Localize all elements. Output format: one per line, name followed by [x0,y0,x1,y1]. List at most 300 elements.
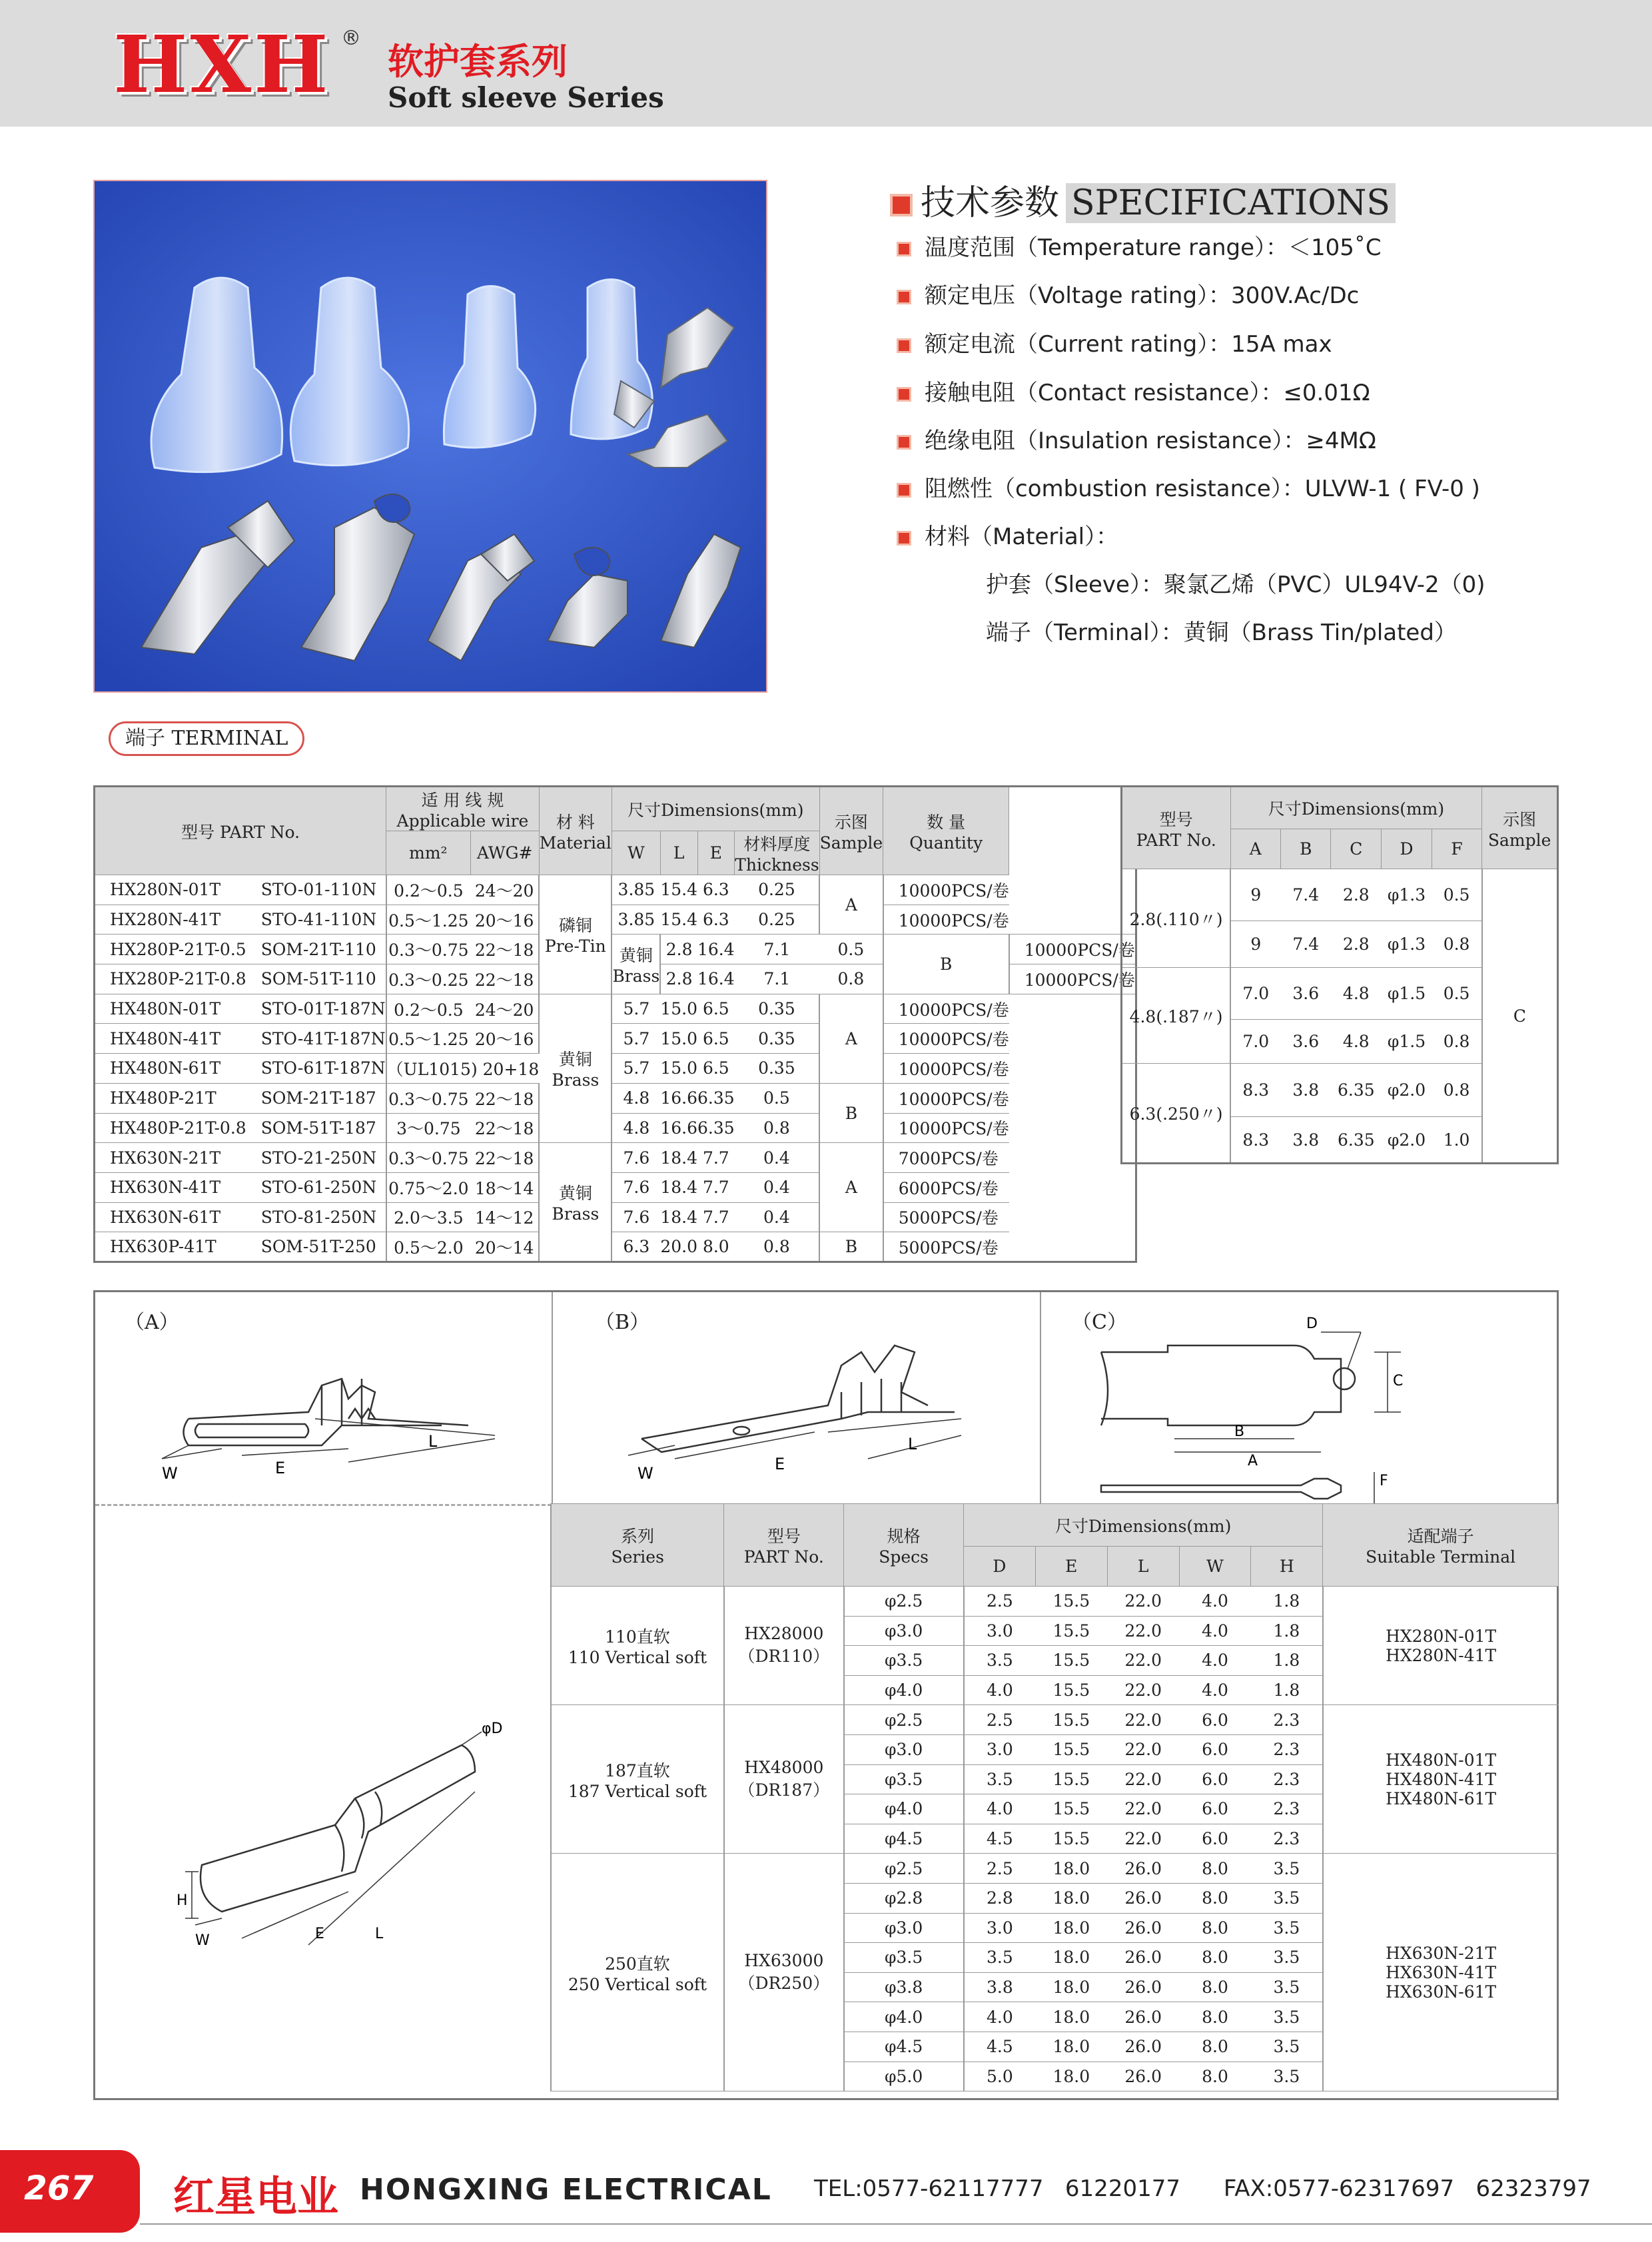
dim-l-cell: 15.0 [660,1054,697,1084]
sleeve-dim-cell: 4.0 [1179,1675,1251,1705]
tab-dim-cell: φ1.5 [1382,968,1432,1020]
dim-l-cell: 20.0 [660,1232,697,1262]
tab-dim-cell: 6.35 [1331,1117,1382,1164]
contact-info: TEL:0577-62117777 61220177 FAX:0577-62317697 62323797 [814,2175,1591,2202]
tab-dim-cell: 4.8 [1331,1020,1382,1064]
sleeve-dim-cell: 8.0 [1179,2032,1251,2061]
series-cell [551,1854,724,2091]
sleeve-part-cell [724,1587,844,1705]
quantity-cell: 5000PCS/卷 [883,1202,1009,1232]
sleeve-dim-cell: 1.8 [1251,1616,1323,1646]
wire-cell: （UL1015) 20+18 [386,1054,540,1084]
header-part-no: 型号 PART No. [95,787,386,875]
sleeve-dim-cell: 26.0 [1107,1943,1179,1973]
quantity-cell: 10000PCS/卷 [1009,934,1136,964]
spec-cell: φ3.0 [844,1913,964,1943]
table-row [95,1202,1136,1232]
series-title-cn: 软护套系列 [388,41,568,83]
dim-w-cell: 7.6 [612,1202,660,1232]
thickness-cell: 0.25 [735,905,819,934]
suitable-terminal-line: HX480N-41T [1386,1769,1497,1789]
sleeve-dim-cell: 3.5 [1251,2002,1323,2032]
header-thickness [735,831,819,875]
sleeve-header-series-cn: 系列 [621,1527,655,1546]
dim-w-cell: 2.8 [660,934,697,964]
sleeve-header-w: W [1179,1547,1251,1587]
series-line: 187 Vertical soft [568,1781,707,1801]
suitable-terminal-line: HX630N-61T [1386,1982,1497,2002]
tab-header-part-cn: 型号 [1159,809,1193,829]
divider [1040,1292,1041,1505]
sleeve-dim-cell: 18.0 [1035,1943,1107,1973]
table-row [95,1083,1136,1113]
tab-dim-cell: 2.8 [1331,869,1382,921]
sleeve-dim-cell: 4.5 [964,1824,1036,1854]
tab-header-sample-en: Sample [1487,830,1551,850]
part-no-cell: HX280N-01T [95,875,246,905]
dim-w-cell: 5.7 [612,1024,660,1054]
spec-cell: φ3.5 [844,1943,964,1973]
spec-cell: φ3.5 [844,1764,964,1794]
sleeve-dim-cell: 8.0 [1179,2002,1251,2032]
suitable-terminal-line: HX630N-21T [1386,1943,1497,1963]
sleeve-dim-cell: 26.0 [1107,2032,1179,2061]
tab-dim-cell: 9 [1230,869,1280,921]
material-line: 黄铜 [558,1050,592,1070]
quantity-cell: 5000PCS/卷 [883,1232,1009,1262]
material-cell [539,875,612,994]
part-no-cell: HX630N-21T [95,1143,246,1173]
tab-dim-cell: 9 [1230,921,1280,968]
diagram-c-drawing [1094,1306,1547,1505]
dim-h-label: H [177,1892,188,1909]
alt-part-cell: STO-01-110N [246,875,386,905]
sleeve-dim-cell: 2.8 [964,1883,1036,1913]
sleeve-dim-cell: 6.0 [1179,1824,1251,1854]
dim-e-cell: 6.3 [697,875,735,905]
tab-dim-cell: φ2.0 [1382,1064,1432,1117]
dim-a-label: A [1248,1453,1258,1469]
tab-dim-cell: 0.8 [1432,921,1481,968]
header-material [539,787,612,875]
dim-w-cell: 3.85 [612,875,660,905]
material-cell [539,1143,612,1262]
quantity-cell: 10000PCS/卷 [883,1024,1009,1054]
dim-l-cell: 16.6 [660,1083,697,1113]
spec-cell: φ4.5 [844,1824,964,1854]
sleeve-dim-cell: 4.0 [964,1675,1036,1705]
sleeve-dim-cell: 8.0 [1179,2061,1251,2091]
sleeve-dim-cell: 5.0 [964,2061,1036,2091]
sleeve-header-series-en: Series [611,1547,664,1567]
tab-header-f: F [1432,829,1481,869]
table-row [95,875,1136,905]
tab-header-sample-cn: 示图 [1503,809,1537,829]
sleeve-header-specs-cn: 规格 [887,1527,921,1546]
table-row [95,1232,1136,1262]
dim-e-cell: 6.5 [697,994,735,1024]
tab-dim-cell: 0.8 [1432,1064,1481,1117]
sleeve-dim-cell: 22.0 [1107,1824,1179,1854]
thickness-cell: 0.35 [735,994,819,1024]
sleeve-dim-cell: 3.5 [1251,2061,1323,2091]
bullet-icon [897,242,911,256]
dim-w-cell: 2.8 [660,964,697,994]
header-wire-en: Applicable wire [396,811,529,831]
spec-cell: φ4.0 [844,1794,964,1824]
sleeve-dim-cell: 15.5 [1035,1587,1107,1617]
sleeve-dim-cell: 18.0 [1035,1913,1107,1943]
suitable-terminal-line: HX280N-41T [1386,1645,1497,1665]
wire-mm-cell: 0.2～0.5 [386,994,470,1024]
dim-b-label: B [1234,1423,1245,1440]
wire-mm-cell: 0.75～2.0 [386,1172,470,1202]
wire-mm-cell: 0.5～2.0 [386,1232,470,1262]
spec-terminal-material: 端子（Terminal）：黄铜（Brass Tin/plated） [986,619,1457,646]
sleeve-dim-cell: 18.0 [1035,2032,1107,2061]
sleeve-part-line: HX63000 [744,1950,824,1970]
sleeve-dim-cell: 2.5 [964,1854,1036,1884]
sleeve-dim-cell: 15.5 [1035,1824,1107,1854]
part-no-cell: HX480N-41T [95,1024,246,1054]
dim-e-cell: 7.1 [735,934,819,964]
sleeve-dim-cell: 3.5 [1251,1972,1323,2002]
tab-dim-cell: 7.0 [1230,1020,1280,1064]
spec-cell: φ2.8 [844,1883,964,1913]
sleeve-dim-cell: 3.8 [964,1972,1036,2002]
sleeve-part-line: HX28000 [744,1624,824,1644]
terminal-table-body [95,875,1136,1262]
dim-w-label: W [162,1464,178,1483]
sleeve-dim-cell: 3.5 [1251,1883,1323,1913]
tab-header-c: C [1331,829,1382,869]
suitable-terminal-cell [1323,1705,1559,1854]
dim-w-cell: 7.6 [612,1172,660,1202]
spec-text: 接触电阻（Contact resistance）：≤0.01Ω [925,380,1370,406]
terminal-table [93,785,1137,1263]
thickness-cell: 0.35 [735,1024,819,1054]
tab-part-cell: 6.3(.250〃) [1122,1064,1231,1164]
tab-dim-cell: 3.8 [1281,1064,1331,1117]
suitable-terminal-line: HX630N-41T [1386,1962,1497,1982]
dim-phi-d-label: φD [482,1720,503,1737]
bullet-icon [897,290,911,304]
suitable-terminal-cell [1323,1854,1559,2091]
wire-awg-cell: 20～14 [470,1232,539,1262]
spec-cell: φ2.5 [844,1705,964,1735]
sleeve-dim-cell: 3.5 [1251,2032,1323,2061]
sleeve-dim-cell: 26.0 [1107,1913,1179,1943]
tab-table-body [1122,869,1558,1164]
specifications-title-en: SPECIFICATIONS [1066,183,1396,223]
wire-mm-cell: 0.3～0.25 [386,964,470,994]
sleeve-dim-cell: 1.8 [1251,1587,1323,1617]
sleeve-dim-cell: 1.8 [1251,1646,1323,1676]
terminal-section-label: 端子 TERMINAL [109,721,304,756]
dim-l-cell: 15.4 [660,905,697,934]
material-line: Brass [552,1204,600,1224]
header-awg: AWG# [470,831,539,875]
sleeve-dim-cell: 22.0 [1107,1794,1179,1824]
spec-temperature [897,229,1382,262]
series-line: 187直软 [605,1760,670,1780]
sleeve-dim-cell: 4.5 [964,2032,1036,2061]
spec-cell: φ3.5 [844,1646,964,1676]
thickness-cell: 0.5 [735,1083,819,1113]
tab-dim-cell: 6.35 [1331,1064,1382,1117]
dim-w-cell: 3.85 [612,905,660,934]
sleeve-dim-cell: 3.5 [964,1646,1036,1676]
tab-part-cell: 2.8(.110〃) [1122,869,1231,968]
part-no-cell: HX480P-21T [95,1083,246,1113]
series-title-en: Soft sleeve Series [388,81,664,114]
sleeve-header-suitable-en: Suitable Terminal [1366,1547,1516,1567]
wire-awg-cell: 24～20 [470,875,539,905]
header-mm2: mm² [386,831,470,875]
spec-insulation-resistance [897,422,1376,455]
spec-voltage [897,277,1359,310]
sleeve-dim-cell: 15.5 [1035,1794,1107,1824]
sleeve-header-specs [844,1504,964,1587]
thickness-cell: 0.5 [819,934,883,964]
table-row [95,1143,1136,1173]
wire-mm-cell: 0.3～0.75 [386,1143,470,1173]
spec-cell: φ3.8 [844,1972,964,2002]
alt-part-cell: SOM-51T-110 [246,964,386,994]
sleeve-header-l: L [1107,1547,1179,1587]
wire-awg-cell: 22～18 [470,1113,539,1143]
dim-w-cell: 7.6 [612,1143,660,1173]
sleeve-dim-cell: 15.5 [1035,1734,1107,1764]
thickness-cell: 0.8 [819,964,883,994]
sample-cell: B [819,1232,883,1262]
thickness-cell: 0.8 [735,1113,819,1143]
header-wire-cn: 适 用 线 规 [421,791,504,810]
sleeve-header-suitable [1323,1504,1559,1587]
dim-e-label: E [275,1459,286,1477]
alt-part-cell: STO-81-250N [246,1202,386,1232]
sleeve-dim-cell: 22.0 [1107,1764,1179,1794]
sleeve-part-cell [724,1705,844,1854]
table-row [1122,869,1558,921]
sleeve-dim-cell: 3.0 [964,1734,1036,1764]
dim-d-label: D [1306,1315,1318,1332]
sleeve-dim-cell: 1.8 [1251,1675,1323,1705]
alt-part-cell: STO-61-250N [246,1172,386,1202]
dim-e-cell: 7.1 [735,964,819,994]
diagram-c-label: （C） [1072,1311,1127,1334]
header-sample [819,787,883,875]
sleeve-dim-cell: 4.0 [1179,1587,1251,1617]
wire-mm-cell: 0.3～0.75 [386,1083,470,1113]
quantity-cell: 10000PCS/卷 [1009,964,1136,994]
sleeve-dim-cell: 3.5 [1251,1913,1323,1943]
sleeve-header-e: E [1035,1547,1107,1587]
dim-l-cell: 15.0 [660,994,697,1024]
material-cell [612,934,660,994]
table-row [551,1587,1559,1617]
sleeve-drawing [175,1718,548,1985]
tab-dim-cell: 1.0 [1432,1117,1481,1164]
sleeve-part-line: （DR187） [738,1780,830,1800]
tab-terminal-table [1120,785,1559,1164]
sample-cell: A [819,994,883,1083]
spec-cell: φ3.0 [844,1616,964,1646]
alt-part-cell: STO-21-250N [246,1143,386,1173]
table-row [95,994,1136,1024]
sleeve-dim-cell: 3.5 [964,1764,1036,1794]
spec-text: 温度范围（Temperature range）：＜105˚C [925,234,1382,261]
tab-dim-cell: 3.6 [1281,968,1331,1020]
tab-header-dimensions: 尺寸Dimensions(mm) [1230,787,1482,829]
header-dimensions: 尺寸Dimensions(mm) [612,787,819,831]
spec-cell: φ4.0 [844,2002,964,2032]
sleeve-header-h: H [1251,1547,1323,1587]
sleeve-dim-cell: 6.0 [1179,1734,1251,1764]
bullet-icon [897,483,911,498]
part-no-cell: HX630N-61T [95,1202,246,1232]
sleeve-header-dimensions: 尺寸Dimensions(mm) [964,1504,1323,1547]
wire-awg-cell: 20～16 [470,905,539,934]
sleeve-dim-cell: 4.0 [964,2002,1036,2032]
sleeve-dim-cell: 22.0 [1107,1646,1179,1676]
wire-mm-cell: 2.0～3.5 [386,1202,470,1232]
dim-w-cell: 5.7 [612,1054,660,1084]
sleeve-dim-cell: 18.0 [1035,1883,1107,1913]
tab-dim-cell: 2.8 [1331,921,1382,968]
sleeve-dim-cell: 8.0 [1179,1943,1251,1973]
part-no-cell: HX480N-61T [95,1054,246,1084]
company-name-en: HONGXING ELECTRICAL [360,2173,772,2207]
spec-cell: φ4.0 [844,1675,964,1705]
sleeve-dim-cell: 6.0 [1179,1705,1251,1735]
alt-part-cell: STO-41-110N [246,905,386,934]
tab-dim-cell: φ2.0 [1382,1117,1432,1164]
alt-part-cell: STO-01T-187N [246,994,386,1024]
sleeve-part-line: HX48000 [744,1757,824,1777]
sleeve-dim-cell: 26.0 [1107,1883,1179,1913]
hxh-logo: HXH [113,18,331,111]
series-line: 110直软 [605,1627,670,1647]
title-bullet-icon [890,194,913,216]
dim-e-label: E [775,1455,785,1473]
tab-part-cell: 4.8(.187〃) [1122,968,1231,1064]
tab-sample-cell: C [1482,869,1558,1164]
table-row [95,1113,1136,1143]
diagram-b-drawing [615,1319,1015,1492]
table-row [95,1172,1136,1202]
sleeve-dim-cell: 15.5 [1035,1616,1107,1646]
thickness-cell: 0.4 [735,1202,819,1232]
sleeve-header-series [551,1504,724,1587]
table-row [95,934,1136,964]
wire-mm-cell: 3～0.75 [386,1113,470,1143]
bullet-icon [897,387,911,402]
alt-part-cell: SOM-51T-187 [246,1113,386,1143]
sleeve-dim-cell: 22.0 [1107,1616,1179,1646]
part-no-cell: HX630P-41T [95,1232,246,1262]
spec-cell: φ4.5 [844,2032,964,2061]
wire-mm-cell: 0.5～1.25 [386,905,470,934]
footer-rule [140,2223,1652,2225]
tab-header-sample [1482,787,1558,869]
spec-current [897,326,1332,358]
wire-awg-cell: 22～18 [470,964,539,994]
sleeve-dim-cell: 18.0 [1035,1972,1107,2002]
thickness-cell: 0.35 [735,1054,819,1084]
diagram-b-label: （B） [595,1311,650,1334]
table-row [551,1705,1559,1735]
sleeve-dim-cell: 18.0 [1035,2002,1107,2032]
sleeve-dim-cell: 15.5 [1035,1764,1107,1794]
tab-dim-cell: 7.0 [1230,968,1280,1020]
wire-awg-cell: 20～16 [470,1024,539,1054]
dim-f-label: F [1380,1473,1388,1489]
header-l: L [660,831,697,875]
wire-awg-cell: 24～20 [470,994,539,1024]
material-line: Brass [612,966,660,986]
sleeve-dim-cell: 22.0 [1107,1675,1179,1705]
material-line: Pre-Tin [544,936,606,956]
sleeve-part-line: （DR250） [738,1973,830,1993]
dim-l-label: L [428,1432,438,1451]
sleeve-header-part-cn: 型号 [767,1527,801,1546]
dim-w-cell: 4.8 [612,1083,660,1113]
header-thickness-cn: 材料厚度 [743,835,811,854]
header-quantity-en: Quantity [909,833,983,853]
sleeve-dim-cell: 4.0 [1179,1646,1251,1676]
quantity-cell: 10000PCS/卷 [883,905,1009,934]
thickness-cell: 0.4 [735,1172,819,1202]
header-quantity [883,787,1009,875]
sleeve-header-suitable-cn: 适配端子 [1407,1527,1474,1546]
sleeve-dim-cell: 26.0 [1107,2061,1179,2091]
header-material-cn: 材 料 [556,813,595,832]
wire-mm-cell: 0.5～1.25 [386,1024,470,1054]
series-cell [551,1587,724,1705]
series-cell [551,1705,724,1854]
part-no-cell: HX280N-41T [95,905,246,934]
wire-awg-cell: 22～18 [470,934,539,964]
alt-part-cell: STO-61T-187N [246,1054,386,1084]
suitable-terminal-line: HX480N-61T [1386,1788,1497,1808]
sleeve-dim-cell: 3.0 [964,1913,1036,1943]
tab-dim-cell: φ1.5 [1382,1020,1432,1064]
spec-text: 额定电流（Current rating）：15A max [925,331,1332,358]
specifications-title-cn: 技术参数 [921,183,1060,223]
part-no-cell: HX280P-21T-0.8 [95,964,246,994]
quantity-cell: 6000PCS/卷 [883,1172,1009,1202]
sleeve-dim-cell: 15.5 [1035,1705,1107,1735]
alt-part-cell: SOM-51T-250 [246,1232,386,1262]
tab-dim-cell: 0.8 [1432,1020,1481,1064]
alt-part-cell: STO-41T-187N [246,1024,386,1054]
tab-header-part [1122,787,1231,869]
quantity-cell: 7000PCS/卷 [883,1143,1009,1173]
sleeve-dim-cell: 18.0 [1035,1854,1107,1884]
bullet-icon [897,435,911,450]
sample-cell: A [819,1143,883,1232]
registered-mark: ® [341,27,361,50]
dim-w-cell: 5.7 [612,994,660,1024]
tab-dim-cell: φ1.3 [1382,921,1432,968]
table-row [95,1054,1136,1084]
sleeve-dim-cell: 2.5 [964,1705,1036,1735]
material-line: Brass [552,1070,600,1090]
table-row [551,1854,1559,1884]
sleeve-dim-cell: 8.0 [1179,1854,1251,1884]
quantity-cell: 10000PCS/卷 [883,1113,1009,1143]
